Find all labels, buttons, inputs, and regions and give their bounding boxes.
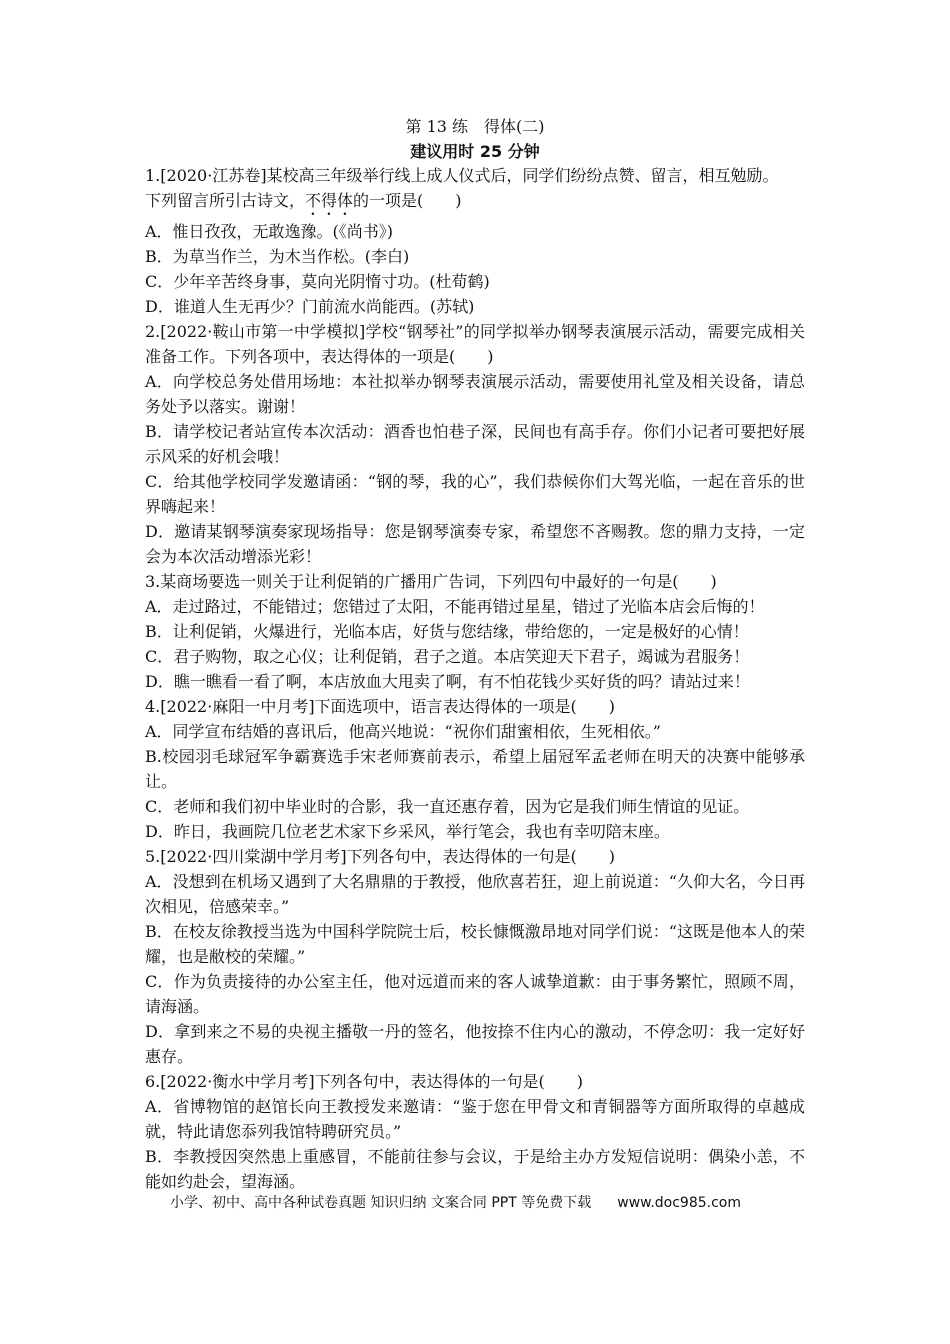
question-stem-continued: 下列留言所引古诗文，不得体的一项是( ) [145, 191, 462, 210]
option-b: B．为草当作兰，为木当作松。(李白) [145, 247, 410, 266]
page-footer [170, 1192, 810, 1212]
question-stem: 2.[2022·鞍山市第一中学模拟]学校“钢琴社”的同学拟举办钢琴表演展示活动，需要完成相关准备工作。下列各项中，表达得体的一项是( ) [145, 322, 805, 366]
option-d: D．昨日，我画院几位老艺术家下乡采风，举行笔会，我也有幸叨陪末座。 [145, 822, 670, 841]
option-b: B.校园羽毛球冠军争霸赛选手宋老师赛前表示，希望上届冠军孟老师在明天的决赛中能够承让。 [145, 747, 805, 791]
option-b: B．请学校记者站宣传本次活动：酒香也怕巷子深，民间也有高手存。你们小记者可要把好展示风采的好机会哦！ [145, 422, 805, 466]
option-b: B．让利促销，火爆进行，光临本店，好货与您结缘，带给您的，一定是极好的心情！ [145, 622, 749, 641]
option-d: D．拿到来之不易的央视主播敬一丹的签名，他按捺不住内心的激动，不停念叨：我一定好好惠存。 [145, 1022, 805, 1066]
option-a: A．同学宣布结婚的喜讯后，他高兴地说：“祝你们甜蜜相依，生死相依。” [145, 722, 661, 741]
option-d: D．邀请某钢琴演奏家现场指导：您是钢琴演奏专家，希望您不吝赐教。您的鼎力支持，一定会为本次活动增添光彩！ [145, 522, 805, 566]
option-a: A．向学校总务处借用场地：本社拟举办钢琴表演展示活动，需要使用礼堂及相关设备，请总务处予以落实。谢谢！ [145, 372, 805, 416]
option-c: C．给其他学校同学发邀请函：“钢的琴，我的心”，我们恭候你们大驾光临，一起在音乐的世界嗨起来！ [145, 472, 805, 516]
option-b: B．李教授因突然患上重感冒，不能前往参与会议，于是给主办方发短信说明：偶染小恙，不能如约赴会，望海涵。 [145, 1147, 805, 1191]
emphasized-text: 不得体 [305, 191, 354, 210]
option-a: A．走过路过，不能错过；您错过了太阳，不能再错过星星，错过了光临本店会后悔的！ [145, 597, 765, 616]
question-stem: 1.[2020·江苏卷]某校高三年级举行线上成人仪式后，同学们纷纷点赞、留言，相互勉励。 [145, 166, 779, 185]
option-d: D．瞧一瞧看一看了啊，本店放血大甩卖了啊，有不怕花钱少买好货的吗？请站过来！ [145, 672, 750, 691]
time-suggestion: 建议用时 25 分钟 [410, 142, 540, 161]
option-a: A．没想到在机场又遇到了大名鼎鼎的于教授，他欣喜若狂，迎上前说道：“久仰大名，今日再次相见，倍感荣幸。” [145, 872, 805, 916]
footer-link[interactable]: www.doc985.com [617, 1195, 741, 1211]
option-c: C．少年辛苦终身事，莫向光阴惰寸功。(杜荀鹤) [145, 272, 490, 291]
question-5 [145, 844, 805, 1069]
footer-text: 小学、初中、高中各种试卷真题 知识归纳 文案合同 PPT 等免费下载 [170, 1195, 592, 1211]
question-stem: 3.某商场要选一则关于让利促销的广播用广告词，下列四句中最好的一句是( ) [145, 572, 717, 591]
option-a: A．省博物馆的赵馆长向王教授发来邀请：“鉴于您在甲骨文和青铜器等方面所取得的卓越成就，特此请您忝列我馆特聘研究员。” [145, 1097, 805, 1141]
option-c: C．君子购物，取之心仪；让利促销，君子之道。本店笑迎天下君子，竭诚为君服务！ [145, 647, 750, 666]
question-3 [145, 569, 805, 694]
option-a: A．惟日孜孜，无敢逸豫。(《尚书》) [145, 222, 394, 241]
option-b: B．在校友徐教授当选为中国科学院院士后，校长慷慨激昂地对同学们说：“这既是他本人的荣耀，也是敝校的荣耀。” [145, 922, 805, 966]
document-page [145, 113, 805, 1194]
option-c: C．老师和我们初中毕业时的合影，我一直还惠存着，因为它是我们师生情谊的见证。 [145, 797, 750, 816]
option-d: D．谁道人生无再少？门前流水尚能西。(苏轼) [145, 297, 475, 316]
question-stem: 6.[2022·衡水中学月考]下列各句中，表达得体的一句是( ) [145, 1072, 584, 1091]
question-stem: 5.[2022·四川棠湖中学月考]下列各句中，表达得体的一句是( ) [145, 847, 616, 866]
question-1 [145, 163, 805, 319]
question-2 [145, 319, 805, 569]
question-4 [145, 694, 805, 844]
question-6 [145, 1069, 805, 1194]
option-c: C．作为负责接待的办公室主任，他对远道而来的客人诚挚道歉：由于事务繁忙，照顾不周，请海涵。 [145, 972, 805, 1016]
question-stem: 4.[2022·麻阳一中月考]下面选项中，语言表达得体的一项是( ) [145, 697, 616, 716]
page-title: 第 13 练 得体(二) [405, 117, 545, 136]
